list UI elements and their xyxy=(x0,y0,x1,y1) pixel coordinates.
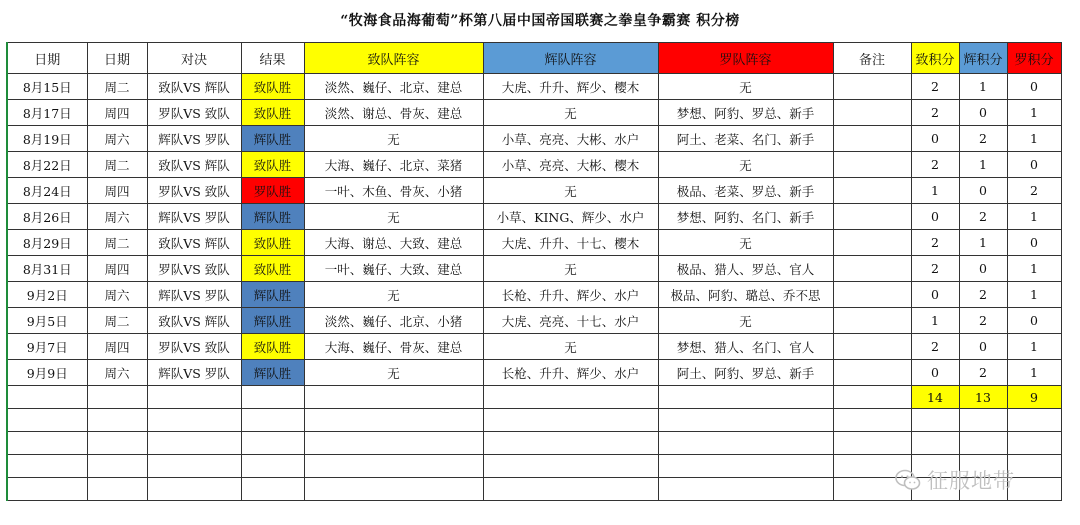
zhi-points-cell[interactable]: 0 xyxy=(911,204,959,230)
hui-lineup-cell[interactable]: 小草、亮亮、大彬、樱木 xyxy=(483,152,658,178)
empty-cell[interactable] xyxy=(1007,409,1061,432)
hui-lineup-cell[interactable]: 无 xyxy=(483,256,658,282)
empty-cell[interactable] xyxy=(1007,455,1061,478)
empty-cell[interactable] xyxy=(483,386,658,409)
zhi-lineup-cell[interactable]: 一叶、巍仔、大致、建总 xyxy=(304,256,483,282)
header-row xyxy=(7,43,1061,74)
note-cell[interactable] xyxy=(833,126,911,152)
date-cell[interactable]: 8月29日 xyxy=(7,230,87,256)
empty-row xyxy=(7,432,1061,455)
header-result[interactable]: 结果 xyxy=(241,43,304,74)
date-cell[interactable]: 9月9日 xyxy=(7,360,87,386)
date-cell[interactable]: 9月5日 xyxy=(7,308,87,334)
table-row xyxy=(7,204,1061,230)
result-cell[interactable]: 辉队胜 xyxy=(241,360,304,386)
empty-cell[interactable] xyxy=(658,386,833,409)
empty-cell[interactable] xyxy=(959,432,1007,455)
empty-cell[interactable] xyxy=(7,478,87,501)
luo-points-cell[interactable]: 1 xyxy=(1007,126,1061,152)
empty-cell[interactable] xyxy=(833,386,911,409)
luo-points-cell[interactable]: 1 xyxy=(1007,334,1061,360)
result-cell[interactable]: 致队胜 xyxy=(241,230,304,256)
hui-points-cell[interactable]: 2 xyxy=(959,308,1007,334)
header-hui-points[interactable]: 辉积分 xyxy=(959,43,1007,74)
luo-points-cell[interactable]: 1 xyxy=(1007,204,1061,230)
luo-lineup-cell[interactable]: 梦想、阿豹、罗总、新手 xyxy=(658,100,833,126)
zhi-points-cell[interactable]: 1 xyxy=(911,308,959,334)
note-cell[interactable] xyxy=(833,230,911,256)
luo-lineup-cell[interactable]: 极品、猎人、罗总、官人 xyxy=(658,256,833,282)
table-row xyxy=(7,100,1061,126)
zhi-points-cell[interactable]: 1 xyxy=(911,178,959,204)
match-cell[interactable]: 罗队VS 致队 xyxy=(147,256,241,282)
zhi-lineup-cell[interactable]: 无 xyxy=(304,282,483,308)
hui-lineup-cell[interactable]: 小草、亮亮、大彬、水户 xyxy=(483,126,658,152)
empty-cell[interactable] xyxy=(87,455,147,478)
totals-row xyxy=(7,386,1061,409)
empty-cell[interactable] xyxy=(483,409,658,432)
result-cell[interactable]: 辉队胜 xyxy=(241,282,304,308)
date-cell[interactable]: 8月22日 xyxy=(7,152,87,178)
luo-lineup-cell[interactable]: 极品、阿豹、璐总、乔不思 xyxy=(658,282,833,308)
hui-points-cell[interactable]: 0 xyxy=(959,100,1007,126)
empty-cell[interactable] xyxy=(658,409,833,432)
weekday-cell[interactable]: 周六 xyxy=(87,360,147,386)
header-zhi-points[interactable]: 致积分 xyxy=(911,43,959,74)
zhi-lineup-cell[interactable]: 淡然、谢总、骨灰、建总 xyxy=(304,100,483,126)
empty-cell[interactable] xyxy=(483,432,658,455)
empty-cell[interactable] xyxy=(304,432,483,455)
result-cell[interactable]: 辉队胜 xyxy=(241,308,304,334)
header-match[interactable]: 对决 xyxy=(147,43,241,74)
hui-points-cell[interactable]: 2 xyxy=(959,282,1007,308)
table-row xyxy=(7,256,1061,282)
luo-lineup-cell[interactable]: 梦想、猎人、名门、官人 xyxy=(658,334,833,360)
table-row xyxy=(7,282,1061,308)
table-row xyxy=(7,74,1061,100)
result-cell[interactable]: 致队胜 xyxy=(241,256,304,282)
luo-total-cell[interactable]: 9 xyxy=(1007,386,1061,409)
note-cell[interactable] xyxy=(833,74,911,100)
hui-lineup-cell[interactable]: 大虎、升升、辉少、樱木 xyxy=(483,74,658,100)
hui-points-cell[interactable]: 1 xyxy=(959,74,1007,100)
luo-points-cell[interactable]: 1 xyxy=(1007,100,1061,126)
empty-cell[interactable] xyxy=(1007,478,1061,501)
weekday-cell[interactable]: 周四 xyxy=(87,334,147,360)
match-cell[interactable]: 罗队VS 致队 xyxy=(147,178,241,204)
result-cell[interactable]: 致队胜 xyxy=(241,334,304,360)
luo-points-cell[interactable]: 1 xyxy=(1007,256,1061,282)
note-cell[interactable] xyxy=(833,334,911,360)
date-cell[interactable]: 8月31日 xyxy=(7,256,87,282)
weekday-cell[interactable]: 周四 xyxy=(87,256,147,282)
zhi-points-cell[interactable]: 0 xyxy=(911,360,959,386)
hui-lineup-cell[interactable]: 大虎、升升、十七、樱木 xyxy=(483,230,658,256)
empty-cell[interactable] xyxy=(147,455,241,478)
table-row xyxy=(7,126,1061,152)
zhi-points-cell[interactable]: 0 xyxy=(911,126,959,152)
zhi-lineup-cell[interactable]: 淡然、巍仔、北京、建总 xyxy=(304,74,483,100)
date-cell[interactable]: 9月2日 xyxy=(7,282,87,308)
empty-cell[interactable] xyxy=(911,432,959,455)
match-cell[interactable]: 辉队VS 罗队 xyxy=(147,282,241,308)
hui-lineup-cell[interactable]: 无 xyxy=(483,100,658,126)
match-cell[interactable]: 致队VS 辉队 xyxy=(147,74,241,100)
header-date[interactable]: 日期 xyxy=(7,43,87,74)
wechat-icon xyxy=(895,469,921,491)
empty-cell[interactable] xyxy=(833,432,911,455)
header-luo-lineup[interactable]: 罗队阵容 xyxy=(658,43,833,74)
result-cell[interactable]: 罗队胜 xyxy=(241,178,304,204)
match-cell[interactable]: 辉队VS 罗队 xyxy=(147,126,241,152)
hui-points-cell[interactable]: 0 xyxy=(959,334,1007,360)
empty-cell[interactable] xyxy=(658,432,833,455)
sheet-title: “牧海食品海葡萄”杯第八届中国帝国联赛之拳皇争霸赛 积分榜 xyxy=(340,13,740,29)
luo-lineup-cell[interactable]: 无 xyxy=(658,230,833,256)
match-cell[interactable]: 罗队VS 致队 xyxy=(147,334,241,360)
result-cell[interactable]: 辉队胜 xyxy=(241,204,304,230)
luo-lineup-cell[interactable]: 无 xyxy=(658,74,833,100)
zhi-lineup-cell[interactable]: 无 xyxy=(304,204,483,230)
match-cell[interactable]: 致队VS 辉队 xyxy=(147,308,241,334)
result-cell[interactable]: 致队胜 xyxy=(241,74,304,100)
date-cell[interactable]: 9月7日 xyxy=(7,334,87,360)
empty-cell[interactable] xyxy=(483,478,658,501)
hui-points-cell[interactable]: 2 xyxy=(959,360,1007,386)
zhi-points-cell[interactable]: 2 xyxy=(911,230,959,256)
match-cell[interactable]: 罗队VS 致队 xyxy=(147,100,241,126)
zhi-points-cell[interactable]: 2 xyxy=(911,334,959,360)
luo-points-cell[interactable]: 0 xyxy=(1007,230,1061,256)
match-cell[interactable]: 辉队VS 罗队 xyxy=(147,204,241,230)
empty-cell[interactable] xyxy=(147,432,241,455)
empty-cell[interactable] xyxy=(7,386,87,409)
match-cell[interactable]: 致队VS 辉队 xyxy=(147,152,241,178)
weekday-cell[interactable]: 周二 xyxy=(87,74,147,100)
note-cell[interactable] xyxy=(833,360,911,386)
date-cell[interactable]: 8月19日 xyxy=(7,126,87,152)
result-cell[interactable]: 辉队胜 xyxy=(241,126,304,152)
weekday-cell[interactable]: 周二 xyxy=(87,308,147,334)
luo-points-cell[interactable]: 0 xyxy=(1007,74,1061,100)
luo-lineup-cell[interactable]: 无 xyxy=(658,308,833,334)
hui-points-cell[interactable]: 2 xyxy=(959,126,1007,152)
empty-cell[interactable] xyxy=(241,432,304,455)
zhi-lineup-cell[interactable]: 一叶、木鱼、骨灰、小猪 xyxy=(304,178,483,204)
zhi-lineup-cell[interactable]: 淡然、巍仔、北京、小猪 xyxy=(304,308,483,334)
result-cell[interactable]: 致队胜 xyxy=(241,100,304,126)
luo-points-cell[interactable]: 1 xyxy=(1007,360,1061,386)
zhi-points-cell[interactable]: 2 xyxy=(911,256,959,282)
empty-cell[interactable] xyxy=(483,455,658,478)
zhi-points-cell[interactable]: 2 xyxy=(911,100,959,126)
note-cell[interactable] xyxy=(833,282,911,308)
hui-lineup-cell[interactable]: 无 xyxy=(483,178,658,204)
header-note[interactable]: 备注 xyxy=(833,43,911,74)
empty-cell[interactable] xyxy=(7,455,87,478)
hui-lineup-cell[interactable]: 长枪、升升、辉少、水户 xyxy=(483,282,658,308)
zhi-points-cell[interactable]: 2 xyxy=(911,74,959,100)
empty-cell[interactable] xyxy=(304,478,483,501)
match-cell[interactable]: 辉队VS 罗队 xyxy=(147,360,241,386)
empty-cell[interactable] xyxy=(87,432,147,455)
note-cell[interactable] xyxy=(833,178,911,204)
zhi-points-cell[interactable]: 0 xyxy=(911,282,959,308)
table-row xyxy=(7,308,1061,334)
zhi-total-cell[interactable]: 14 xyxy=(911,386,959,409)
empty-cell[interactable] xyxy=(911,409,959,432)
zhi-lineup-cell[interactable]: 大海、巍仔、骨灰、建总 xyxy=(304,334,483,360)
zhi-points-cell[interactable]: 2 xyxy=(911,152,959,178)
luo-points-cell[interactable]: 0 xyxy=(1007,308,1061,334)
empty-cell[interactable] xyxy=(7,409,87,432)
note-cell[interactable] xyxy=(833,152,911,178)
header-hui-lineup[interactable]: 辉队阵容 xyxy=(483,43,658,74)
luo-lineup-cell[interactable]: 无 xyxy=(658,152,833,178)
hui-points-cell[interactable]: 0 xyxy=(959,256,1007,282)
empty-cell[interactable] xyxy=(304,455,483,478)
note-cell[interactable] xyxy=(833,100,911,126)
empty-cell[interactable] xyxy=(658,478,833,501)
table-row xyxy=(7,152,1061,178)
zhi-lineup-cell[interactable]: 大海、谢总、大致、建总 xyxy=(304,230,483,256)
luo-lineup-cell[interactable]: 极品、老菜、罗总、新手 xyxy=(658,178,833,204)
weekday-cell[interactable]: 周六 xyxy=(87,204,147,230)
watermark xyxy=(895,465,1015,495)
empty-cell[interactable] xyxy=(241,409,304,432)
hui-lineup-cell[interactable]: 长枪、升升、辉少、水户 xyxy=(483,360,658,386)
empty-cell[interactable] xyxy=(7,432,87,455)
empty-cell[interactable] xyxy=(304,409,483,432)
hui-points-cell[interactable]: 0 xyxy=(959,178,1007,204)
date-cell[interactable]: 8月24日 xyxy=(7,178,87,204)
table-row xyxy=(7,230,1061,256)
hui-lineup-cell[interactable]: 无 xyxy=(483,334,658,360)
hui-lineup-cell[interactable]: 小草、KING、辉少、水户 xyxy=(483,204,658,230)
date-cell[interactable]: 8月17日 xyxy=(7,100,87,126)
empty-cell[interactable] xyxy=(241,478,304,501)
empty-cell[interactable] xyxy=(833,409,911,432)
weekday-cell[interactable]: 周四 xyxy=(87,178,147,204)
weekday-cell[interactable]: 周六 xyxy=(87,126,147,152)
empty-cell[interactable] xyxy=(241,455,304,478)
hui-points-cell[interactable]: 1 xyxy=(959,152,1007,178)
hui-total-cell[interactable]: 13 xyxy=(959,386,1007,409)
empty-row xyxy=(7,409,1061,432)
table-row xyxy=(7,360,1061,386)
header-luo-points[interactable]: 罗积分 xyxy=(1007,43,1061,74)
weekday-cell[interactable]: 周二 xyxy=(87,230,147,256)
table-row xyxy=(7,178,1061,204)
watermark-text: 征服地带 xyxy=(927,469,1015,493)
result-cell[interactable]: 致队胜 xyxy=(241,152,304,178)
luo-points-cell[interactable]: 0 xyxy=(1007,152,1061,178)
empty-cell[interactable] xyxy=(87,409,147,432)
match-cell[interactable]: 致队VS 辉队 xyxy=(147,230,241,256)
zhi-lineup-cell[interactable]: 无 xyxy=(304,126,483,152)
empty-cell[interactable] xyxy=(147,386,241,409)
luo-lineup-cell[interactable]: 梦想、阿豹、名门、新手 xyxy=(658,204,833,230)
empty-cell[interactable] xyxy=(304,386,483,409)
luo-points-cell[interactable]: 1 xyxy=(1007,282,1061,308)
zhi-lineup-cell[interactable]: 无 xyxy=(304,360,483,386)
luo-points-cell[interactable]: 2 xyxy=(1007,178,1061,204)
weekday-cell[interactable]: 周二 xyxy=(87,152,147,178)
empty-cell[interactable] xyxy=(658,455,833,478)
hui-points-cell[interactable]: 2 xyxy=(959,204,1007,230)
empty-cell[interactable] xyxy=(1007,432,1061,455)
luo-lineup-cell[interactable]: 阿土、老菜、名门、新手 xyxy=(658,126,833,152)
note-cell[interactable] xyxy=(833,204,911,230)
empty-cell[interactable] xyxy=(241,386,304,409)
empty-cell[interactable] xyxy=(959,409,1007,432)
table-row xyxy=(7,334,1061,360)
note-cell[interactable] xyxy=(833,308,911,334)
luo-lineup-cell[interactable]: 阿土、阿豹、罗总、新手 xyxy=(658,360,833,386)
note-cell[interactable] xyxy=(833,256,911,282)
empty-cell[interactable] xyxy=(147,409,241,432)
weekday-cell[interactable]: 周四 xyxy=(87,100,147,126)
empty-cell[interactable] xyxy=(87,386,147,409)
hui-lineup-cell[interactable]: 大虎、亮亮、十七、水户 xyxy=(483,308,658,334)
date-cell[interactable]: 8月26日 xyxy=(7,204,87,230)
header-zhi-lineup[interactable]: 致队阵容 xyxy=(304,43,483,74)
zhi-lineup-cell[interactable]: 大海、巍仔、北京、菜猪 xyxy=(304,152,483,178)
empty-cell[interactable] xyxy=(87,478,147,501)
date-cell[interactable]: 8月15日 xyxy=(7,74,87,100)
header-weekday[interactable]: 日期 xyxy=(87,43,147,74)
hui-points-cell[interactable]: 1 xyxy=(959,230,1007,256)
scoreboard-table xyxy=(6,42,1062,501)
empty-cell[interactable] xyxy=(147,478,241,501)
weekday-cell[interactable]: 周六 xyxy=(87,282,147,308)
